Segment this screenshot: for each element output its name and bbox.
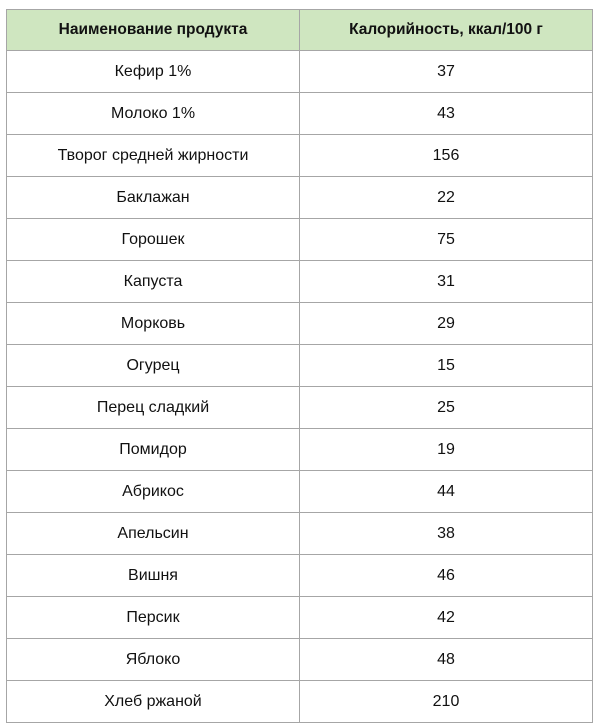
product-name-cell: Апельсин bbox=[7, 513, 300, 555]
product-name-cell: Абрикос bbox=[7, 471, 300, 513]
product-name-cell: Хлеб ржаной bbox=[7, 681, 300, 723]
product-name-cell: Яблоко bbox=[7, 639, 300, 681]
table-body bbox=[7, 51, 593, 723]
product-name-cell: Перец сладкий bbox=[7, 387, 300, 429]
table-row bbox=[7, 597, 593, 639]
product-name-cell: Молоко 1% bbox=[7, 93, 300, 135]
table-row bbox=[7, 513, 593, 555]
calories-cell: 15 bbox=[300, 345, 593, 387]
table-row bbox=[7, 261, 593, 303]
table-row bbox=[7, 639, 593, 681]
product-name-cell: Морковь bbox=[7, 303, 300, 345]
table-row bbox=[7, 681, 593, 723]
table-row bbox=[7, 51, 593, 93]
calories-cell: 25 bbox=[300, 387, 593, 429]
calories-cell: 210 bbox=[300, 681, 593, 723]
table-row bbox=[7, 303, 593, 345]
calories-cell: 31 bbox=[300, 261, 593, 303]
product-name-cell: Помидор bbox=[7, 429, 300, 471]
calories-cell: 37 bbox=[300, 51, 593, 93]
product-name-cell: Вишня bbox=[7, 555, 300, 597]
product-name-cell: Баклажан bbox=[7, 177, 300, 219]
table-row bbox=[7, 429, 593, 471]
calories-cell: 42 bbox=[300, 597, 593, 639]
product-name-cell: Кефир 1% bbox=[7, 51, 300, 93]
product-name-cell: Персик bbox=[7, 597, 300, 639]
product-name-cell: Огурец bbox=[7, 345, 300, 387]
product-name-cell: Горошек bbox=[7, 219, 300, 261]
calories-cell: 156 bbox=[300, 135, 593, 177]
table-row bbox=[7, 135, 593, 177]
calories-cell: 19 bbox=[300, 429, 593, 471]
calories-cell: 75 bbox=[300, 219, 593, 261]
table-row bbox=[7, 471, 593, 513]
calorie-table-container bbox=[6, 9, 592, 723]
table-header-row bbox=[7, 10, 593, 51]
calories-cell: 46 bbox=[300, 555, 593, 597]
calories-cell: 38 bbox=[300, 513, 593, 555]
table-row bbox=[7, 555, 593, 597]
calories-cell: 43 bbox=[300, 93, 593, 135]
calories-cell: 22 bbox=[300, 177, 593, 219]
calories-cell: 48 bbox=[300, 639, 593, 681]
header-product-name: Наименование продукта bbox=[7, 10, 300, 51]
calories-cell: 44 bbox=[300, 471, 593, 513]
header-calories: Калорийность, ккал/100 г bbox=[300, 10, 593, 51]
calories-cell: 29 bbox=[300, 303, 593, 345]
table-row bbox=[7, 177, 593, 219]
product-name-cell: Капуста bbox=[7, 261, 300, 303]
table-row bbox=[7, 219, 593, 261]
table-row bbox=[7, 345, 593, 387]
table-row bbox=[7, 387, 593, 429]
calorie-table bbox=[6, 9, 593, 723]
table-row bbox=[7, 93, 593, 135]
product-name-cell: Творог средней жирности bbox=[7, 135, 300, 177]
